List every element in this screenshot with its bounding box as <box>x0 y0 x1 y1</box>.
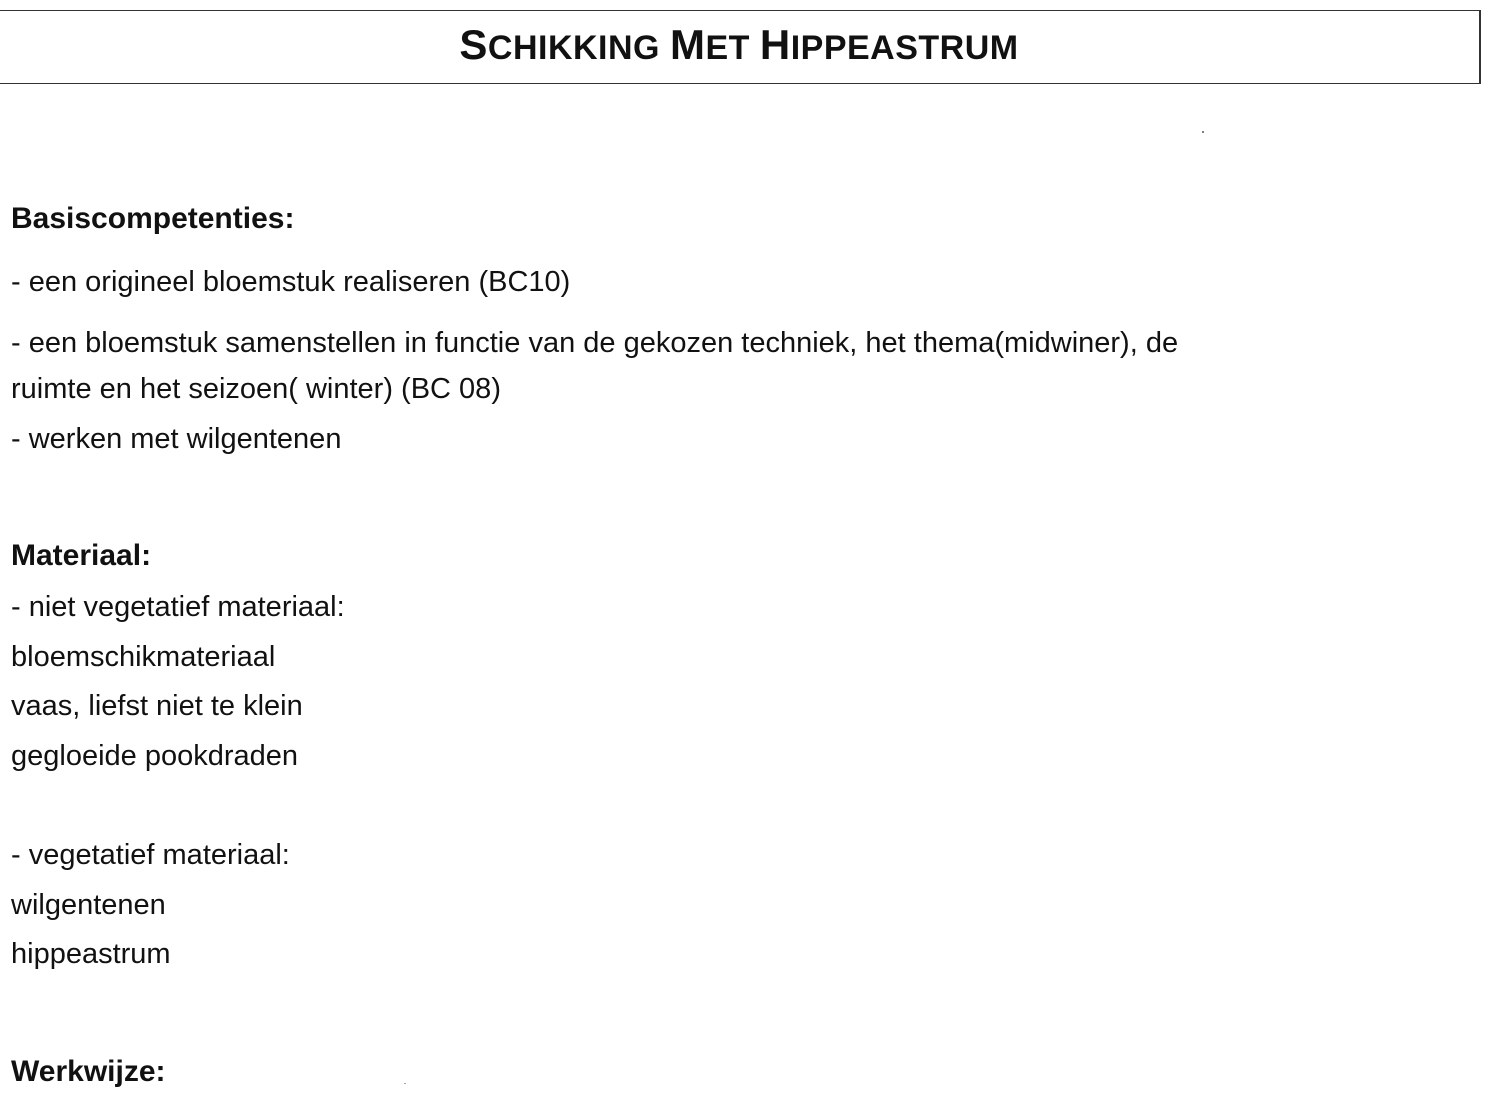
materiaal-line: wilgentenen <box>11 889 166 921</box>
title-initial-1: S <box>459 21 488 68</box>
title-rest-1: CHIKKING <box>487 29 670 67</box>
title-initial-3: H <box>759 21 791 68</box>
title-initial-2: M <box>669 21 706 68</box>
materiaal-line: hippeastrum <box>11 938 171 970</box>
heading-materiaal: Materiaal: <box>11 539 152 572</box>
materiaal-line: gegloeide pookdraden <box>11 740 299 772</box>
basiscompetenties-line: - een bloemstuk samenstellen in functie van de gekozen techniek, het thema(midwiner), de <box>11 327 1179 359</box>
materiaal-line: vaas, liefst niet te klein <box>11 690 303 722</box>
materiaal-line: - niet vegetatief materiaal: <box>11 591 345 623</box>
materiaal-line: - vegetatief materiaal: <box>11 839 290 871</box>
scan-speck <box>1202 131 1204 133</box>
materiaal-line: bloemschikmateriaal <box>11 641 276 673</box>
scan-speck <box>404 1083 406 1084</box>
basiscompetenties-line: ruimte en het seizoen( winter) (BC 08) <box>11 373 501 405</box>
title-rest-2: ET <box>705 29 760 67</box>
basiscompetenties-line: - werken met wilgentenen <box>11 423 342 455</box>
heading-basiscompetenties: Basiscompetenties: <box>11 202 295 235</box>
document-title <box>0 21 1478 68</box>
title-rest-3: IPPEASTRUM <box>790 29 1019 67</box>
basiscompetenties-line: - een origineel bloemstuk realiseren (BC10) <box>11 266 571 298</box>
heading-werkwijze: Werkwijze: <box>11 1055 166 1088</box>
